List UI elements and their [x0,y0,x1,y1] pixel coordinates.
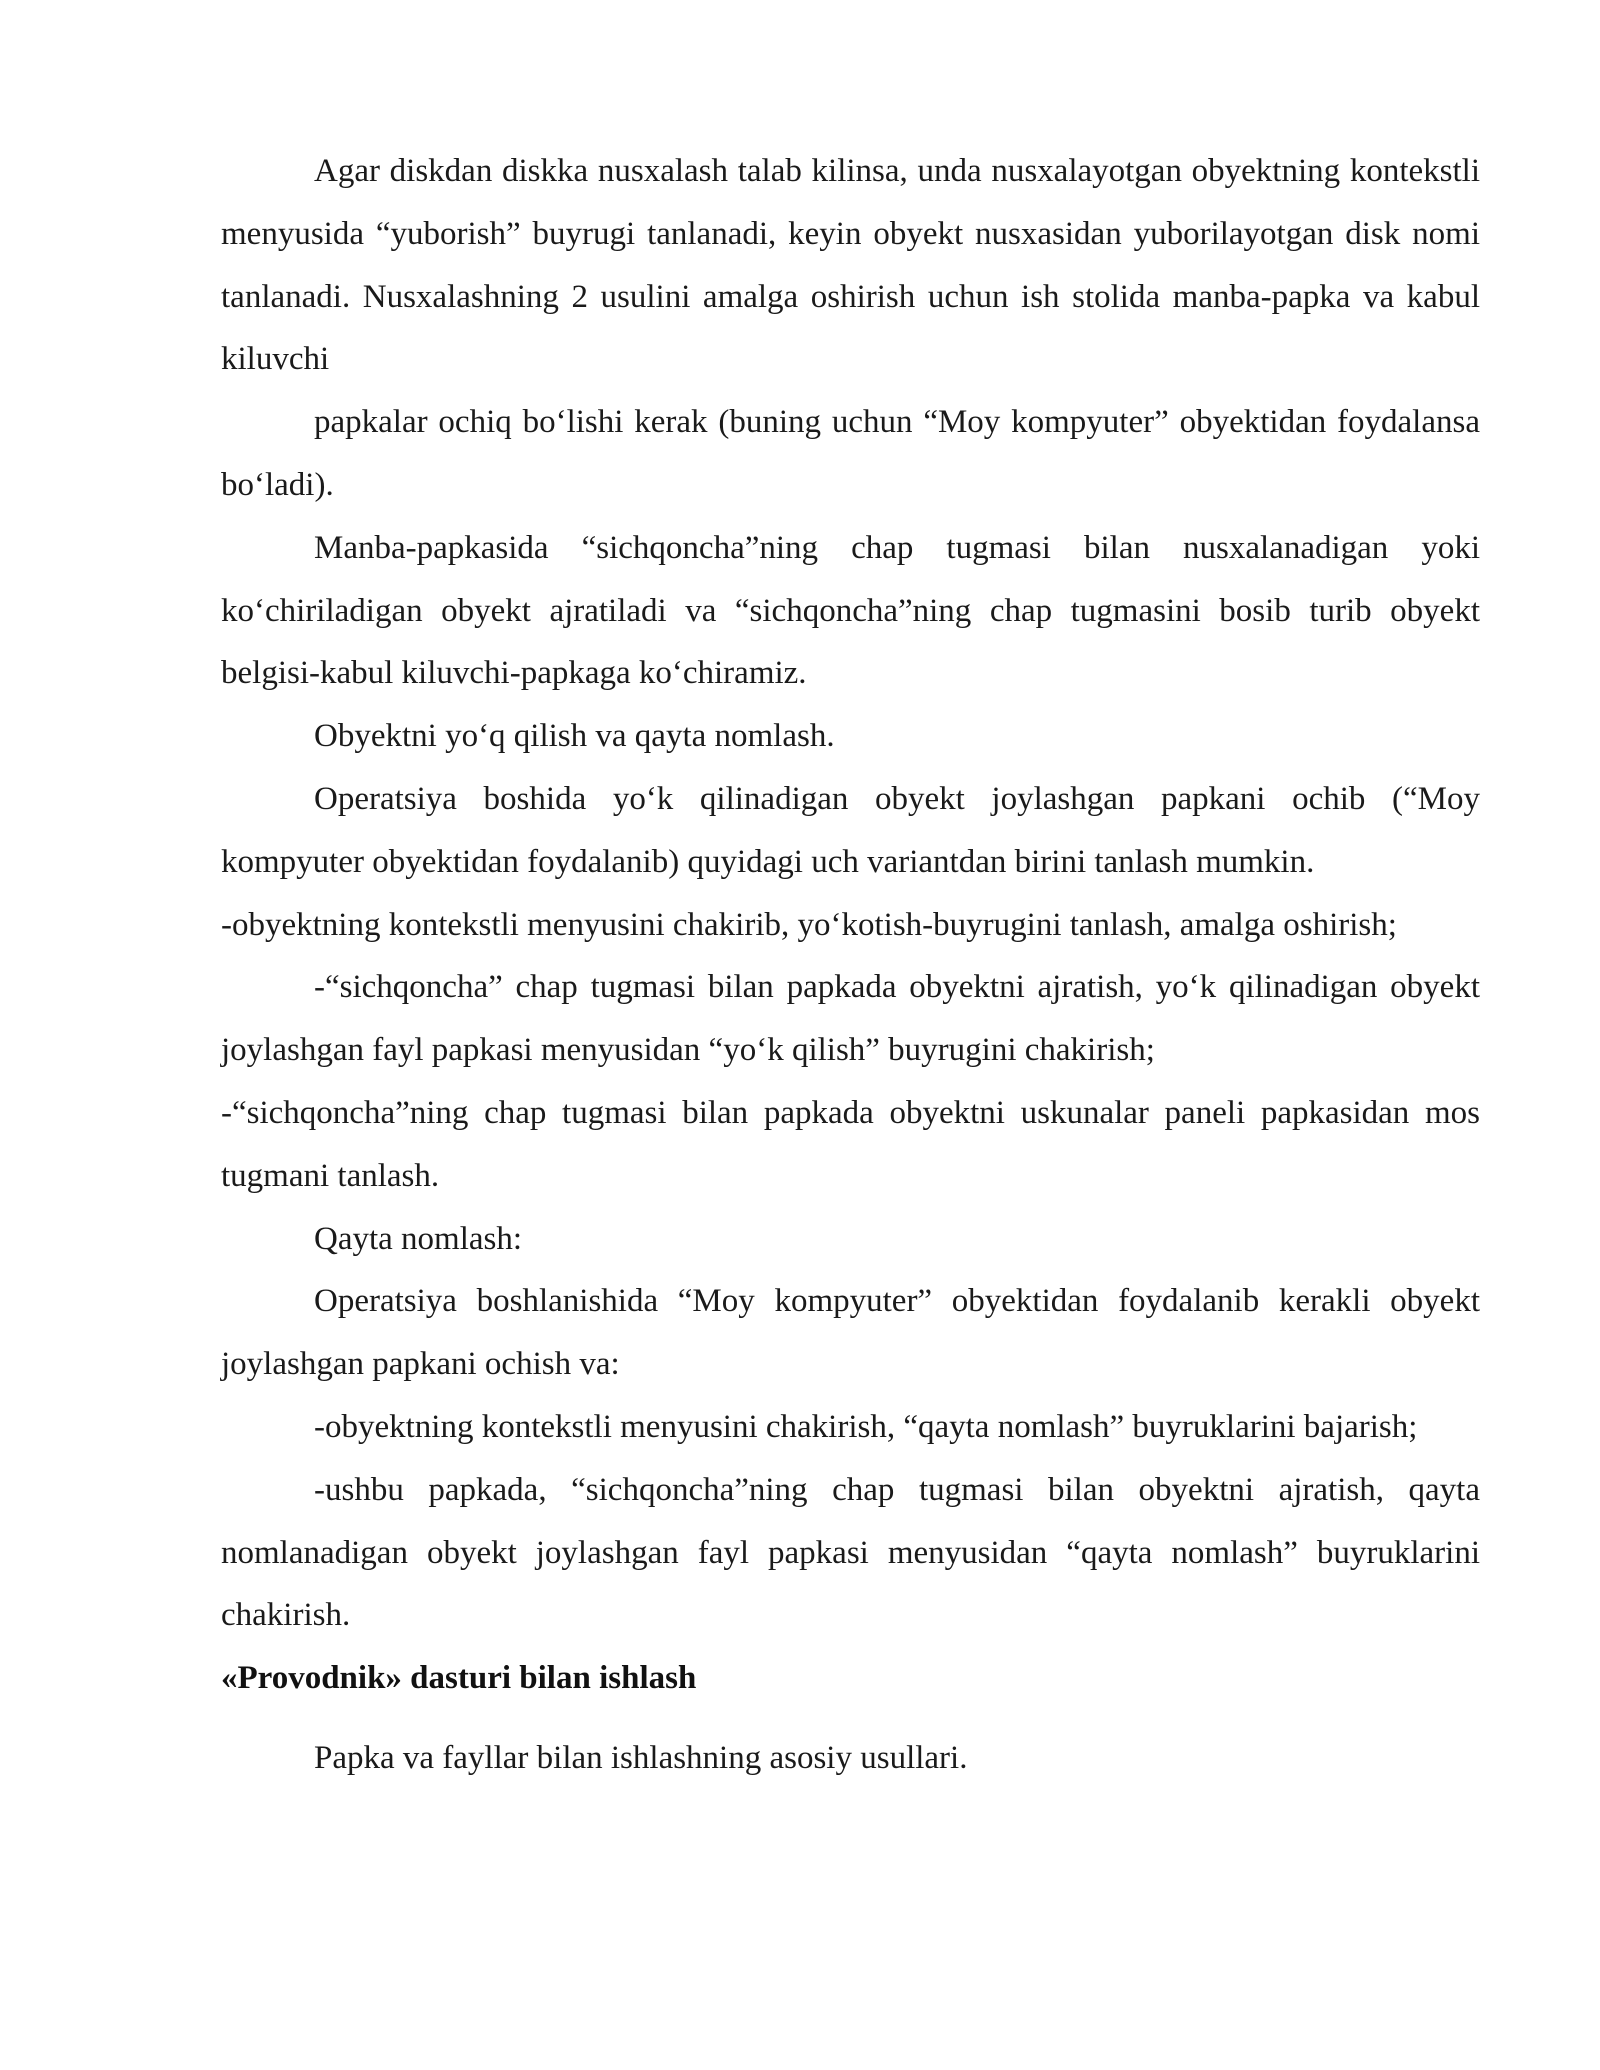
paragraph-final: Papka va fayllar bilan ishlashning asosiy usullari. [314,1739,968,1776]
paragraph-disk-copy: Agar diskdan diskka nusxalash talab kilinsa, unda nusxalayotgan obyektning kontekstli menyusida “yuborish” buyrugi tanlanadi, keyin obyekt nusxasidan yuborilayotgan disk nomi tanlanadi. Nusxalashning 2 usulini amalga oshirish uchun ish stolida manba-papka va kabul kiluvchi [221,153,1480,378]
paragraph-rename-intro: Operatsiya boshlanishida “Moy kompyuter” obyektidan foydalanib kerakli obyekt joylashgan papkani ochish va: [221,1283,1480,1383]
paragraph-rename-option-2: -ushbu papkada, “sichqoncha”ning chap tugmasi bilan obyektni ajratish, qayta nomlanadigan obyekt joylashgan fayl papkasi menyusidan “qayta nomlash” buyruklarini chakirish. [221,1471,1480,1634]
paragraph-delete-intro: Operatsiya boshida yo‘k qilinadigan obyekt joylashgan papkani ochib (“Moy kompyuter obyektidan foydalanib) quyidagi uch variantdan birini tanlash mumkin. [221,780,1480,880]
paragraph-rename-option-1: -obyektning kontekstli menyusini chakirish, “qayta nomlash” buyruklarini bajarish; [314,1408,1418,1445]
paragraph-drag-object: Manba-papkasida “sichqoncha”ning chap tugmasi bilan nusxalanadigan yoki ko‘chiriladigan obyekt ajratiladi va “sichqoncha”ning chap tugmasini bosib turib obyekt belgisi-kabul kiluvchi-papkaga ko‘chiramiz. [221,529,1480,692]
paragraph-delete-option-2: -“sichqoncha” chap tugmasi bilan papkada obyektni ajratish, yo‘k qilinadigan obyekt joylashgan fayl papkasi menyusidan “yo‘k qilish” buyrugini chakirish; [221,969,1480,1069]
paragraph-delete-option-3: -“sichqoncha”ning chap tugmasi bilan papkada obyektni uskunalar paneli papkasidan mos tugmani tanlash. [221,1094,1480,1194]
document-page [221,140,1480,1790]
paragraph-delete-option-1: -obyektning kontekstli menyusini chakirib, yo‘kotish-buyrugini tanlash, amalga oshirish; [221,906,1397,943]
section-heading: «Provodnik» dasturi bilan ishlash [221,1660,697,1697]
paragraph-open-folders: papkalar ochiq bo‘lishi kerak (buning uchun “Moy kompyuter” obyektidan foydalansa bo‘ladi). [221,404,1480,503]
paragraph-rename-title: Qayta nomlash: [314,1220,523,1257]
paragraph-delete-rename-title: Obyektni yo‘q qilish va qayta nomlash. [314,718,835,755]
